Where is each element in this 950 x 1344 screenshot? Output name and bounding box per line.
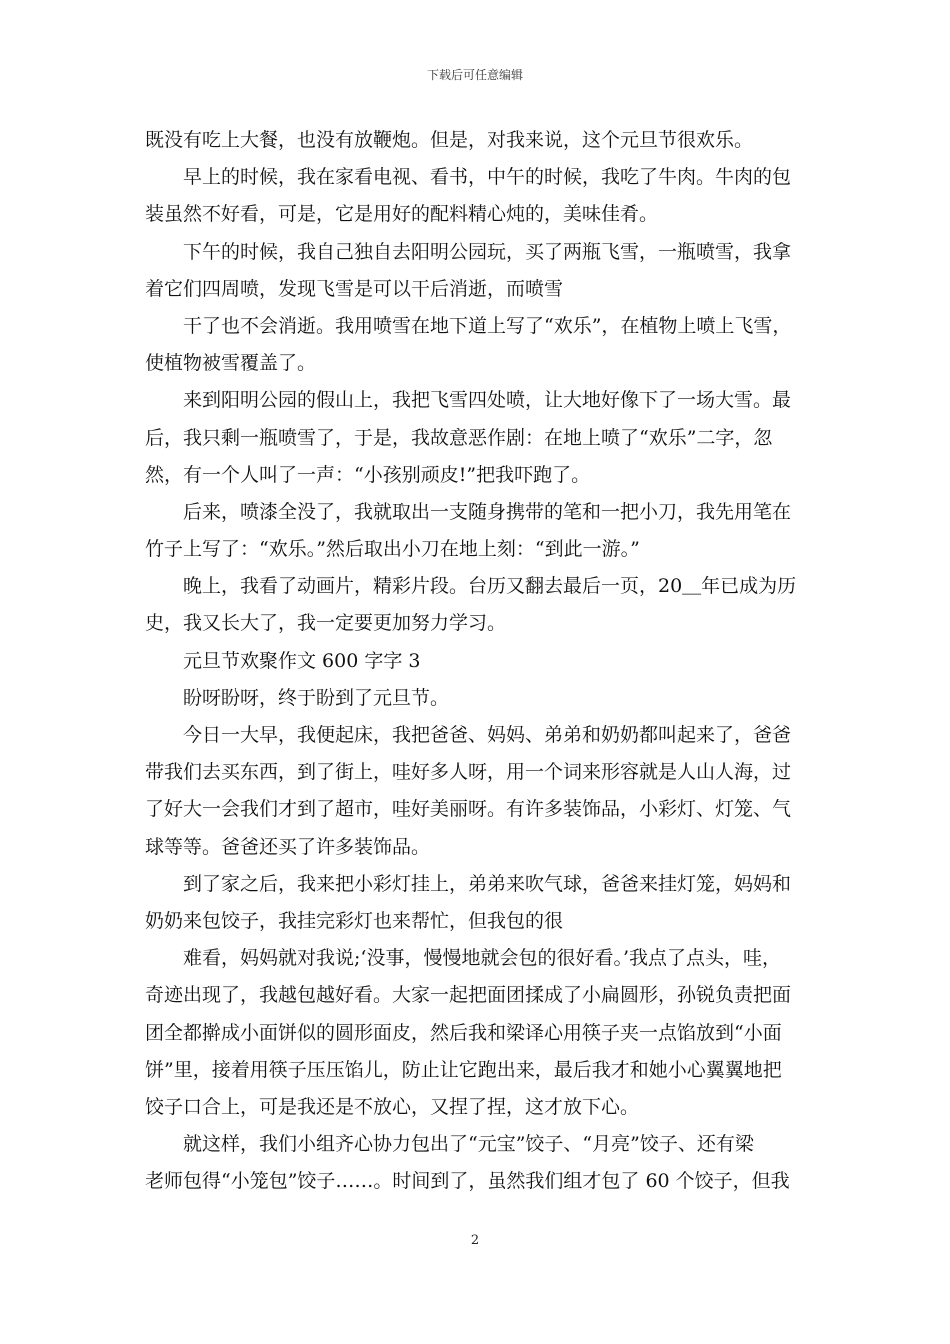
text-line: 使植物被雪覆盖了。 [145,352,317,375]
page-header: 下载后可任意编辑 [426,68,523,82]
text-line: 今日一大早，我便起床，我把爸爸、妈妈、弟弟和奶奶都叫起来了，爸爸 [183,724,792,746]
text-line: 饼”里，接着用筷子压压馅儿，防止让它跑出来，最后我才和她小心翼翼地把 [145,1058,782,1081]
page-number: 2 [470,1233,480,1248]
text-line: 下午的时候，我自己独自去阳明公园玩，买了两瓶飞雪，一瓶喷雪，我拿 [183,240,792,263]
text-line: 就这样，我们小组齐心协力包出了“元宝”饺子、“月亮”饺子、还有梁 [183,1133,754,1156]
text-line: 奇迹出现了，我越包越好看。大家一起把面团揉成了小扁圆形，孙锐负责把面 [145,984,792,1007]
text-line: 早上的时候，我在家看电视、看书，中午的时候，我吃了牛肉。牛肉的包 [183,166,792,189]
text-line: 球等等。爸爸还买了许多装饰品。 [145,835,431,858]
text-line: 后来，喷漆全没了，我就取出一支随身携带的笔和一把小刀，我先用笔在 [183,500,792,523]
text-line: 老师包得“小笼包”饺子……。时间到了，虽然我们组才包了 60 个饺子，但我 [145,1170,790,1193]
text-line: 难看，妈妈就对我说;‘没事，慢慢地就会包的很好看。’我点了点头，哇， [183,947,781,970]
text-line: 竹子上写了：“欢乐。”然后取出小刀在地上刻：“到此一游。” [145,538,640,561]
text-line: 史，我又长大了，我一定要更加努力学习。 [145,612,507,635]
text-line: 盼呀盼呀，终于盼到了元旦节。 [183,686,450,709]
text-line: 然，有一个人叫了一声：“小孩别顽皮!”把我吓跑了。 [145,463,591,486]
text-line: 干了也不会消逝。我用喷雪在地下道上写了“欢乐”，在植物上喷上飞雪， [183,314,792,337]
text-line: 奶奶来包饺子，我挂完彩灯也来帮忙，但我包的很 [145,909,564,932]
text-line: 来到阳明公园的假山上，我把飞雪四处喷，让大地好像下了一场大雪。最 [183,389,792,412]
text-line: 元旦节欢聚作文 600 字字 3 [183,649,421,672]
document-body [145,122,813,1200]
text-line: 后，我只剩一瓶喷雪了，于是，我故意恶作剧：在地上喷了“欢乐”二字，忽 [145,426,773,449]
text-line: 饺子口合上，可是我还是不放心，又捏了捏，这才放下心。 [145,1095,640,1118]
text-line: 了好大一会我们才到了超市，哇好美丽呀。有许多装饰品，小彩灯、灯笼、气 [145,798,792,821]
text-line: 着它们四周喷，发现飞雪是可以干后消逝，而喷雪 [145,277,564,300]
text-line: 团全都擀成小面饼似的圆形面皮，然后我和梁译心用筷子夹一点馅放到“小面 [145,1021,782,1044]
text-line: 装虽然不好看，可是，它是用好的配料精心炖的，美味佳肴。 [145,203,659,226]
text-line: 带我们去买东西，到了街上，哇好多人呀，用一个词来形容就是人山人海，过 [145,761,792,784]
text-line: 既没有吃上大餐，也没有放鞭炮。但是，对我来说，这个元旦节很欢乐。 [145,129,754,151]
text-line: 晚上，我看了动画片，精彩片段。台历又翻去最后一页，20＿年已成为历 [183,575,797,598]
text-line: 到了家之后，我来把小彩灯挂上，弟弟来吹气球，爸爸来挂灯笼，妈妈和 [183,872,792,895]
